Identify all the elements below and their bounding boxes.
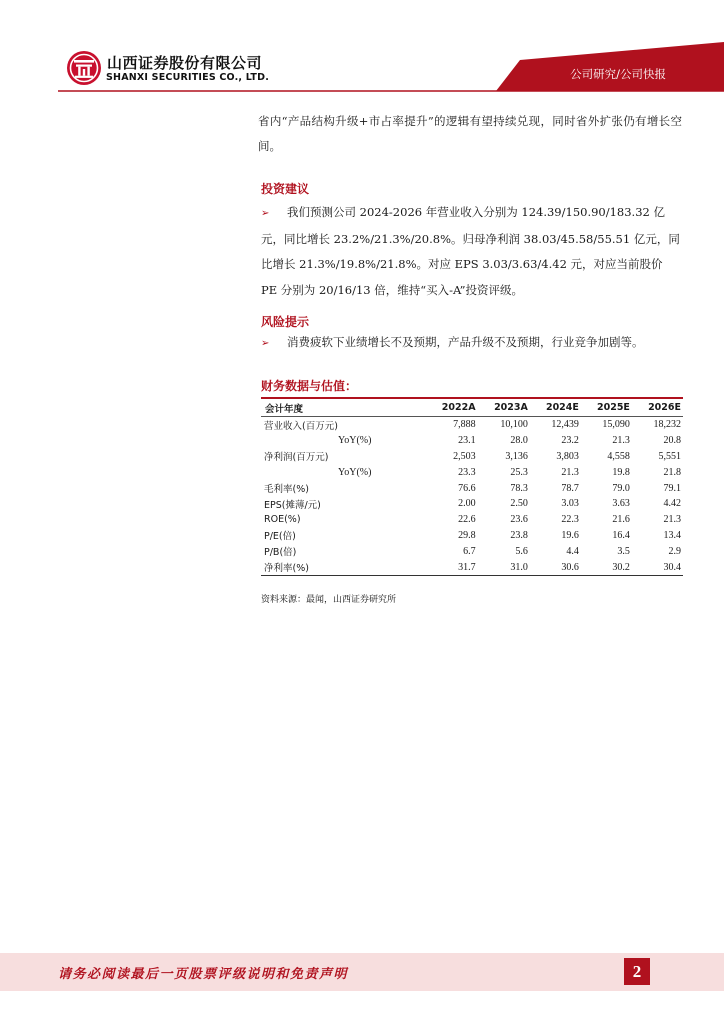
table-cell: 25.3 — [510, 466, 528, 478]
table-cell: 78.3 — [510, 482, 528, 494]
row-label: P/E(倍) — [264, 531, 296, 543]
table-cell: 28.0 — [510, 435, 528, 447]
risk-heading: 风险提示 — [261, 315, 310, 329]
footer-disclaimer-link: 请务必阅读最后一页股票评级说明和免责声明 — [58, 967, 349, 982]
table-cell: 78.7 — [561, 482, 579, 494]
risk-item — [261, 330, 682, 357]
table-cell: 3.5 — [617, 545, 630, 557]
column-header: 会计年度 — [261, 398, 425, 417]
column-header: 2025E — [581, 398, 632, 417]
column-header: 2023A — [478, 398, 530, 417]
page-number: 2 — [624, 958, 650, 985]
table-cell: 21.3 — [663, 514, 681, 526]
table-cell: 3,136 — [505, 450, 528, 462]
table-cell: 23.6 — [510, 514, 528, 526]
company-name-en: SHANXI SECURITIES CO., LTD. — [106, 72, 270, 83]
row-label: 营业收入(百万元) — [264, 420, 338, 432]
table-cell: 19.6 — [561, 529, 579, 541]
table-cell: 31.7 — [425, 559, 477, 575]
table-cell: 15,090 — [602, 419, 630, 431]
table-cell: 23.3 — [458, 466, 476, 478]
financial-data-table — [261, 397, 683, 576]
column-header: 2024E — [530, 398, 581, 417]
table-cell: 23.2 — [561, 435, 579, 447]
table-cell: 21.3 — [612, 435, 630, 447]
table-cell: 21.3 — [561, 466, 579, 478]
table-row — [261, 496, 683, 512]
table-cell: 2.00 — [458, 498, 476, 510]
table-cell: 30.6 — [530, 559, 581, 575]
table-cell: 79.1 — [663, 482, 681, 494]
table-cell: 6.7 — [463, 545, 476, 557]
table-cell: 4.4 — [566, 545, 579, 557]
arrow-bullet-icon: ➢ — [261, 338, 270, 349]
table-row — [261, 480, 683, 496]
column-header: 2026E — [632, 398, 683, 417]
table-cell: 20.8 — [663, 435, 681, 447]
table-cell: 5,551 — [658, 450, 681, 462]
row-label: EPS(摊薄/元) — [264, 499, 321, 511]
table-cell: 30.2 — [581, 559, 632, 575]
table-cell: 2,503 — [453, 450, 476, 462]
table-cell: 16.4 — [612, 529, 630, 541]
table-cell: 13.4 — [663, 529, 681, 541]
table-row — [261, 433, 683, 449]
table-row — [261, 543, 683, 559]
row-label: ROE(%) — [264, 514, 301, 526]
table-cell: 22.6 — [458, 514, 476, 526]
table-row — [261, 417, 683, 433]
table-cell: 76.6 — [458, 482, 476, 494]
table-cell: 2.50 — [510, 498, 528, 510]
report-type-label: 公司研究/公司快报 — [570, 67, 666, 81]
table-row — [261, 528, 683, 544]
table-cell: 3,803 — [556, 450, 579, 462]
investment-advice-text: 我们预测公司 2024-2026 年营业收入分别为 124.39/150.90/183.32 亿元，同比增长 23.2%/21.3%/20.8%。归母净利润 38.03/45.58/55.51 亿元，同比增长 21.3%/19.8%/21.8%。对应 EPS 3.03/3.63/4.42 元，对应当前股价 PE 分别为 20/16/13 倍，维持“买入-A”投资评级。 — [261, 205, 680, 297]
table-cell: 7,888 — [453, 419, 476, 431]
table-cell: 5.6 — [515, 545, 528, 557]
table-cell: 12,439 — [551, 419, 579, 431]
table-cell: 31.0 — [478, 559, 530, 575]
investment-advice-item — [261, 200, 682, 303]
risk-text: 消费疲软下业绩增长不及预期，产品升级不及预期，行业竞争加剧等。 — [287, 335, 644, 349]
table-source-note: 资料来源：最闻，山西证券研究所 — [261, 595, 397, 605]
table-cell: 21.8 — [663, 466, 681, 478]
table-cell: 23.8 — [510, 529, 528, 541]
investment-advice-heading: 投资建议 — [261, 182, 310, 196]
table-cell: 3.03 — [561, 498, 579, 510]
table-cell: 22.3 — [561, 514, 579, 526]
intro-paragraph: 省内“产品结构升级+市占率提升”的逻辑有望持续兑现，同时省外扩张仍有增长空间。 — [258, 114, 682, 153]
table-cell: 29.8 — [458, 529, 476, 541]
row-label: P/B(倍) — [264, 547, 297, 559]
table-cell: 79.0 — [612, 482, 630, 494]
table-cell: 3.63 — [612, 498, 630, 510]
row-label: YoY(%) — [338, 466, 372, 478]
table-cell: 21.6 — [612, 514, 630, 526]
row-label: YoY(%) — [338, 435, 372, 447]
column-header: 2022A — [425, 398, 477, 417]
table-cell: 19.8 — [612, 466, 630, 478]
row-label: 毛利率(%) — [264, 484, 309, 496]
table-cell: 4,558 — [607, 450, 630, 462]
table-cell: 2.9 — [668, 545, 681, 557]
table-cell: 30.4 — [632, 559, 683, 575]
arrow-bullet-icon: ➢ — [261, 208, 270, 219]
company-name-cn: 山西证券股份有限公司 — [107, 54, 263, 72]
table-cell: 18,232 — [653, 419, 681, 431]
row-label: 净利润(百万元) — [264, 452, 329, 464]
table-row — [261, 512, 683, 528]
table-cell: 10,100 — [500, 419, 528, 431]
table-cell: 4.42 — [663, 498, 681, 510]
table-row — [261, 449, 683, 465]
financial-table-title: 财务数据与估值： — [261, 379, 358, 393]
row-label: 净利率(%) — [261, 559, 425, 575]
table-header-row — [261, 398, 683, 417]
table-row — [261, 559, 683, 575]
shanxi-securities-logo — [66, 50, 102, 86]
table-row — [261, 464, 683, 480]
table-cell: 23.1 — [458, 435, 476, 447]
